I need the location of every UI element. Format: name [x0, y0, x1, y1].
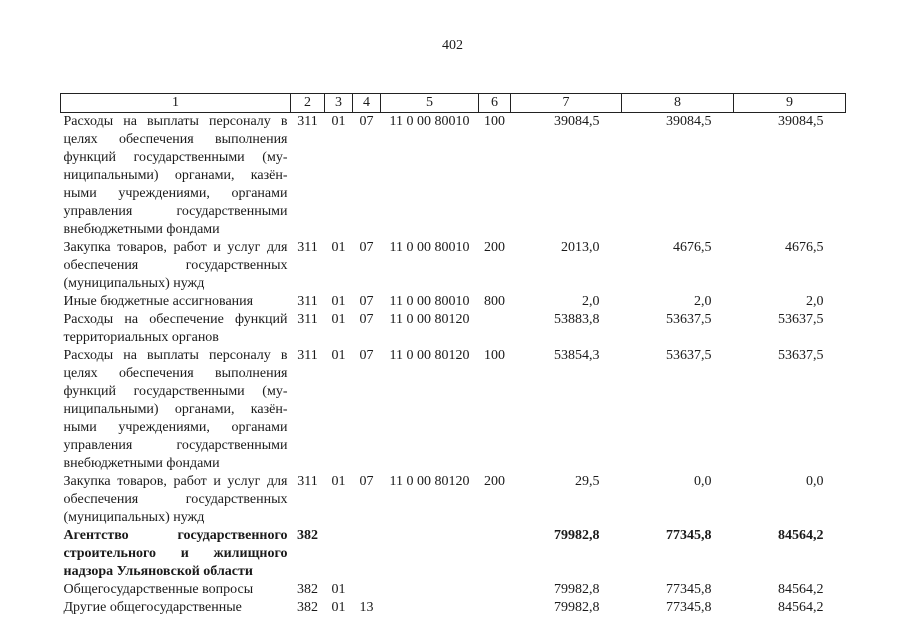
amount-year-1: 39084,5: [554, 114, 600, 129]
expense-name: [61, 581, 291, 599]
budget-table: [60, 93, 846, 617]
subsection-code: 07: [359, 240, 374, 255]
target-article-code: 11 0 00 80120: [389, 474, 470, 489]
expense-name-line: ными учреждениями, органами: [63, 186, 288, 201]
expense-name: [61, 239, 291, 293]
expense-name-line: Агентство государственного: [63, 528, 288, 543]
expense-name-line: ниципальными) органами, казён-: [63, 402, 288, 417]
expense-name-line: (муниципальных) нужд: [63, 276, 205, 291]
amount-year-2: 0,0: [694, 474, 712, 489]
amount-year-2: 77345,8: [666, 600, 712, 615]
subsection-code: 07: [359, 294, 374, 309]
expense-name-line: обеспечения государственных: [63, 492, 288, 507]
column-header: 5: [381, 94, 479, 113]
expense-type-code: [479, 311, 511, 347]
expense-name-line: управления государственными: [63, 204, 288, 219]
table-row: [61, 311, 846, 347]
amount-year-2: 39084,5: [666, 114, 712, 129]
department-code: 311: [297, 240, 318, 255]
target-article-code: [381, 527, 479, 581]
expense-type-code: 100: [484, 114, 505, 129]
section-code: 01: [331, 600, 346, 615]
section-code: 01: [331, 312, 346, 327]
column-header: 9: [734, 94, 846, 113]
table-row: [61, 347, 846, 473]
column-header: 1: [61, 94, 291, 113]
expense-name-line: Общегосударственные вопросы: [63, 582, 254, 597]
table-row: [61, 293, 846, 311]
amount-year-2: 53637,5: [666, 312, 712, 327]
target-article-code: 11 0 00 80010: [389, 240, 470, 255]
expense-name: [61, 527, 291, 581]
amount-year-3: 84564,2: [778, 582, 824, 597]
subsection-code: 07: [359, 474, 374, 489]
expense-name-line: надзора Ульяновской области: [63, 564, 253, 579]
expense-name-line: Иные бюджетные ассигнования: [63, 294, 254, 309]
expense-name-line: территориальных органов: [63, 330, 219, 345]
column-header: 6: [479, 94, 511, 113]
expense-name-line: Другие общегосударственные: [63, 600, 242, 615]
expense-type-code: 200: [484, 240, 505, 255]
section-code: 01: [331, 114, 346, 129]
expense-name-line: внебюджетными фондами: [63, 456, 220, 471]
expense-type-code: [479, 527, 511, 581]
department-code: 311: [297, 294, 318, 309]
column-header: 3: [325, 94, 353, 113]
amount-year-2: 2,0: [694, 294, 712, 309]
amount-year-1: 53854,3: [554, 348, 600, 363]
amount-year-2: 53637,5: [666, 348, 712, 363]
section-code: 01: [331, 348, 346, 363]
expense-type-code: [479, 581, 511, 599]
expense-name: [61, 599, 291, 617]
amount-year-3: 84564,2: [778, 528, 824, 543]
column-header: 7: [511, 94, 622, 113]
table-row: [61, 113, 846, 240]
expense-name-line: целях обеспечения выполнения: [63, 132, 288, 147]
expense-name-line: ниципальными) органами, казён-: [63, 168, 288, 183]
expense-name-line: функций государственными (му-: [63, 150, 288, 165]
page-number: 402: [442, 38, 463, 53]
section-code: [325, 527, 353, 581]
expense-name-line: (муниципальных) нужд: [63, 510, 205, 525]
table-row: [61, 527, 846, 581]
amount-year-1: 29,5: [575, 474, 600, 489]
subsection-code: 07: [359, 114, 374, 129]
target-article-code: 11 0 00 80010: [389, 114, 470, 129]
expense-name-line: обеспечения государственных: [63, 258, 288, 273]
expense-type-code: 800: [484, 294, 505, 309]
table-row: [61, 239, 846, 293]
target-article-code: 11 0 00 80120: [389, 348, 470, 363]
target-article-code: [381, 581, 479, 599]
department-code: 311: [297, 348, 318, 363]
target-article-code: 11 0 00 80120: [389, 312, 470, 327]
expense-name-line: Расходы на выплаты персоналу в: [63, 114, 288, 129]
expense-name-line: Закупка товаров, работ и услуг для: [63, 474, 288, 489]
expense-name-line: ными учреждениями, органами: [63, 420, 288, 435]
department-code: 382: [297, 600, 318, 615]
expense-name: [61, 293, 291, 311]
department-code: 382: [297, 582, 318, 597]
amount-year-1: 2,0: [582, 294, 600, 309]
expense-name-line: целях обеспечения выполнения: [63, 366, 288, 381]
amount-year-1: 53883,8: [554, 312, 600, 327]
department-code: 311: [297, 114, 318, 129]
expense-type-code: 100: [484, 348, 505, 363]
expense-name: [61, 311, 291, 347]
amount-year-1: 79982,8: [554, 528, 600, 543]
amount-year-3: 53637,5: [778, 312, 824, 327]
amount-year-1: 2013,0: [561, 240, 600, 255]
expense-type-code: 200: [484, 474, 505, 489]
amount-year-2: 77345,8: [666, 582, 712, 597]
expense-name-line: строительного и жилищного: [63, 546, 288, 561]
subsection-code: [353, 527, 381, 581]
amount-year-3: 53637,5: [778, 348, 824, 363]
section-code: 01: [331, 582, 346, 597]
amount-year-1: 79982,8: [554, 600, 600, 615]
department-code: 382: [297, 528, 318, 543]
table-row: [61, 581, 846, 599]
amount-year-2: 77345,8: [666, 528, 712, 543]
amount-year-1: 79982,8: [554, 582, 600, 597]
section-code: 01: [331, 474, 346, 489]
amount-year-3: 84564,2: [778, 600, 824, 615]
expense-name-line: управления государственными: [63, 438, 288, 453]
subsection-code: 07: [359, 312, 374, 327]
column-header: 4: [353, 94, 381, 113]
expense-name-line: Расходы на обеспечение функций: [63, 312, 288, 327]
column-header: 2: [291, 94, 325, 113]
column-header: 8: [622, 94, 734, 113]
expense-type-code: [479, 599, 511, 617]
target-article-code: [381, 599, 479, 617]
table-row: [61, 473, 846, 527]
section-code: 01: [331, 294, 346, 309]
table-row: [61, 599, 846, 617]
target-article-code: 11 0 00 80010: [389, 294, 470, 309]
expense-name-line: внебюджетными фондами: [63, 222, 220, 237]
amount-year-3: 2,0: [806, 294, 824, 309]
department-code: 311: [297, 312, 318, 327]
subsection-code: 07: [359, 348, 374, 363]
amount-year-2: 4676,5: [673, 240, 712, 255]
subsection-code: [353, 581, 381, 599]
subsection-code: 13: [359, 600, 374, 615]
amount-year-3: 4676,5: [785, 240, 824, 255]
expense-name-line: Закупка товаров, работ и услуг для: [63, 240, 288, 255]
amount-year-3: 0,0: [806, 474, 824, 489]
expense-name-line: Расходы на выплаты персоналу в: [63, 348, 288, 363]
expense-name: [61, 113, 291, 240]
amount-year-3: 39084,5: [778, 114, 824, 129]
header-row: [61, 94, 846, 113]
department-code: 311: [297, 474, 318, 489]
expense-name: [61, 473, 291, 527]
expense-name-line: функций государственными (му-: [63, 384, 288, 399]
section-code: 01: [331, 240, 346, 255]
expense-name: [61, 347, 291, 473]
